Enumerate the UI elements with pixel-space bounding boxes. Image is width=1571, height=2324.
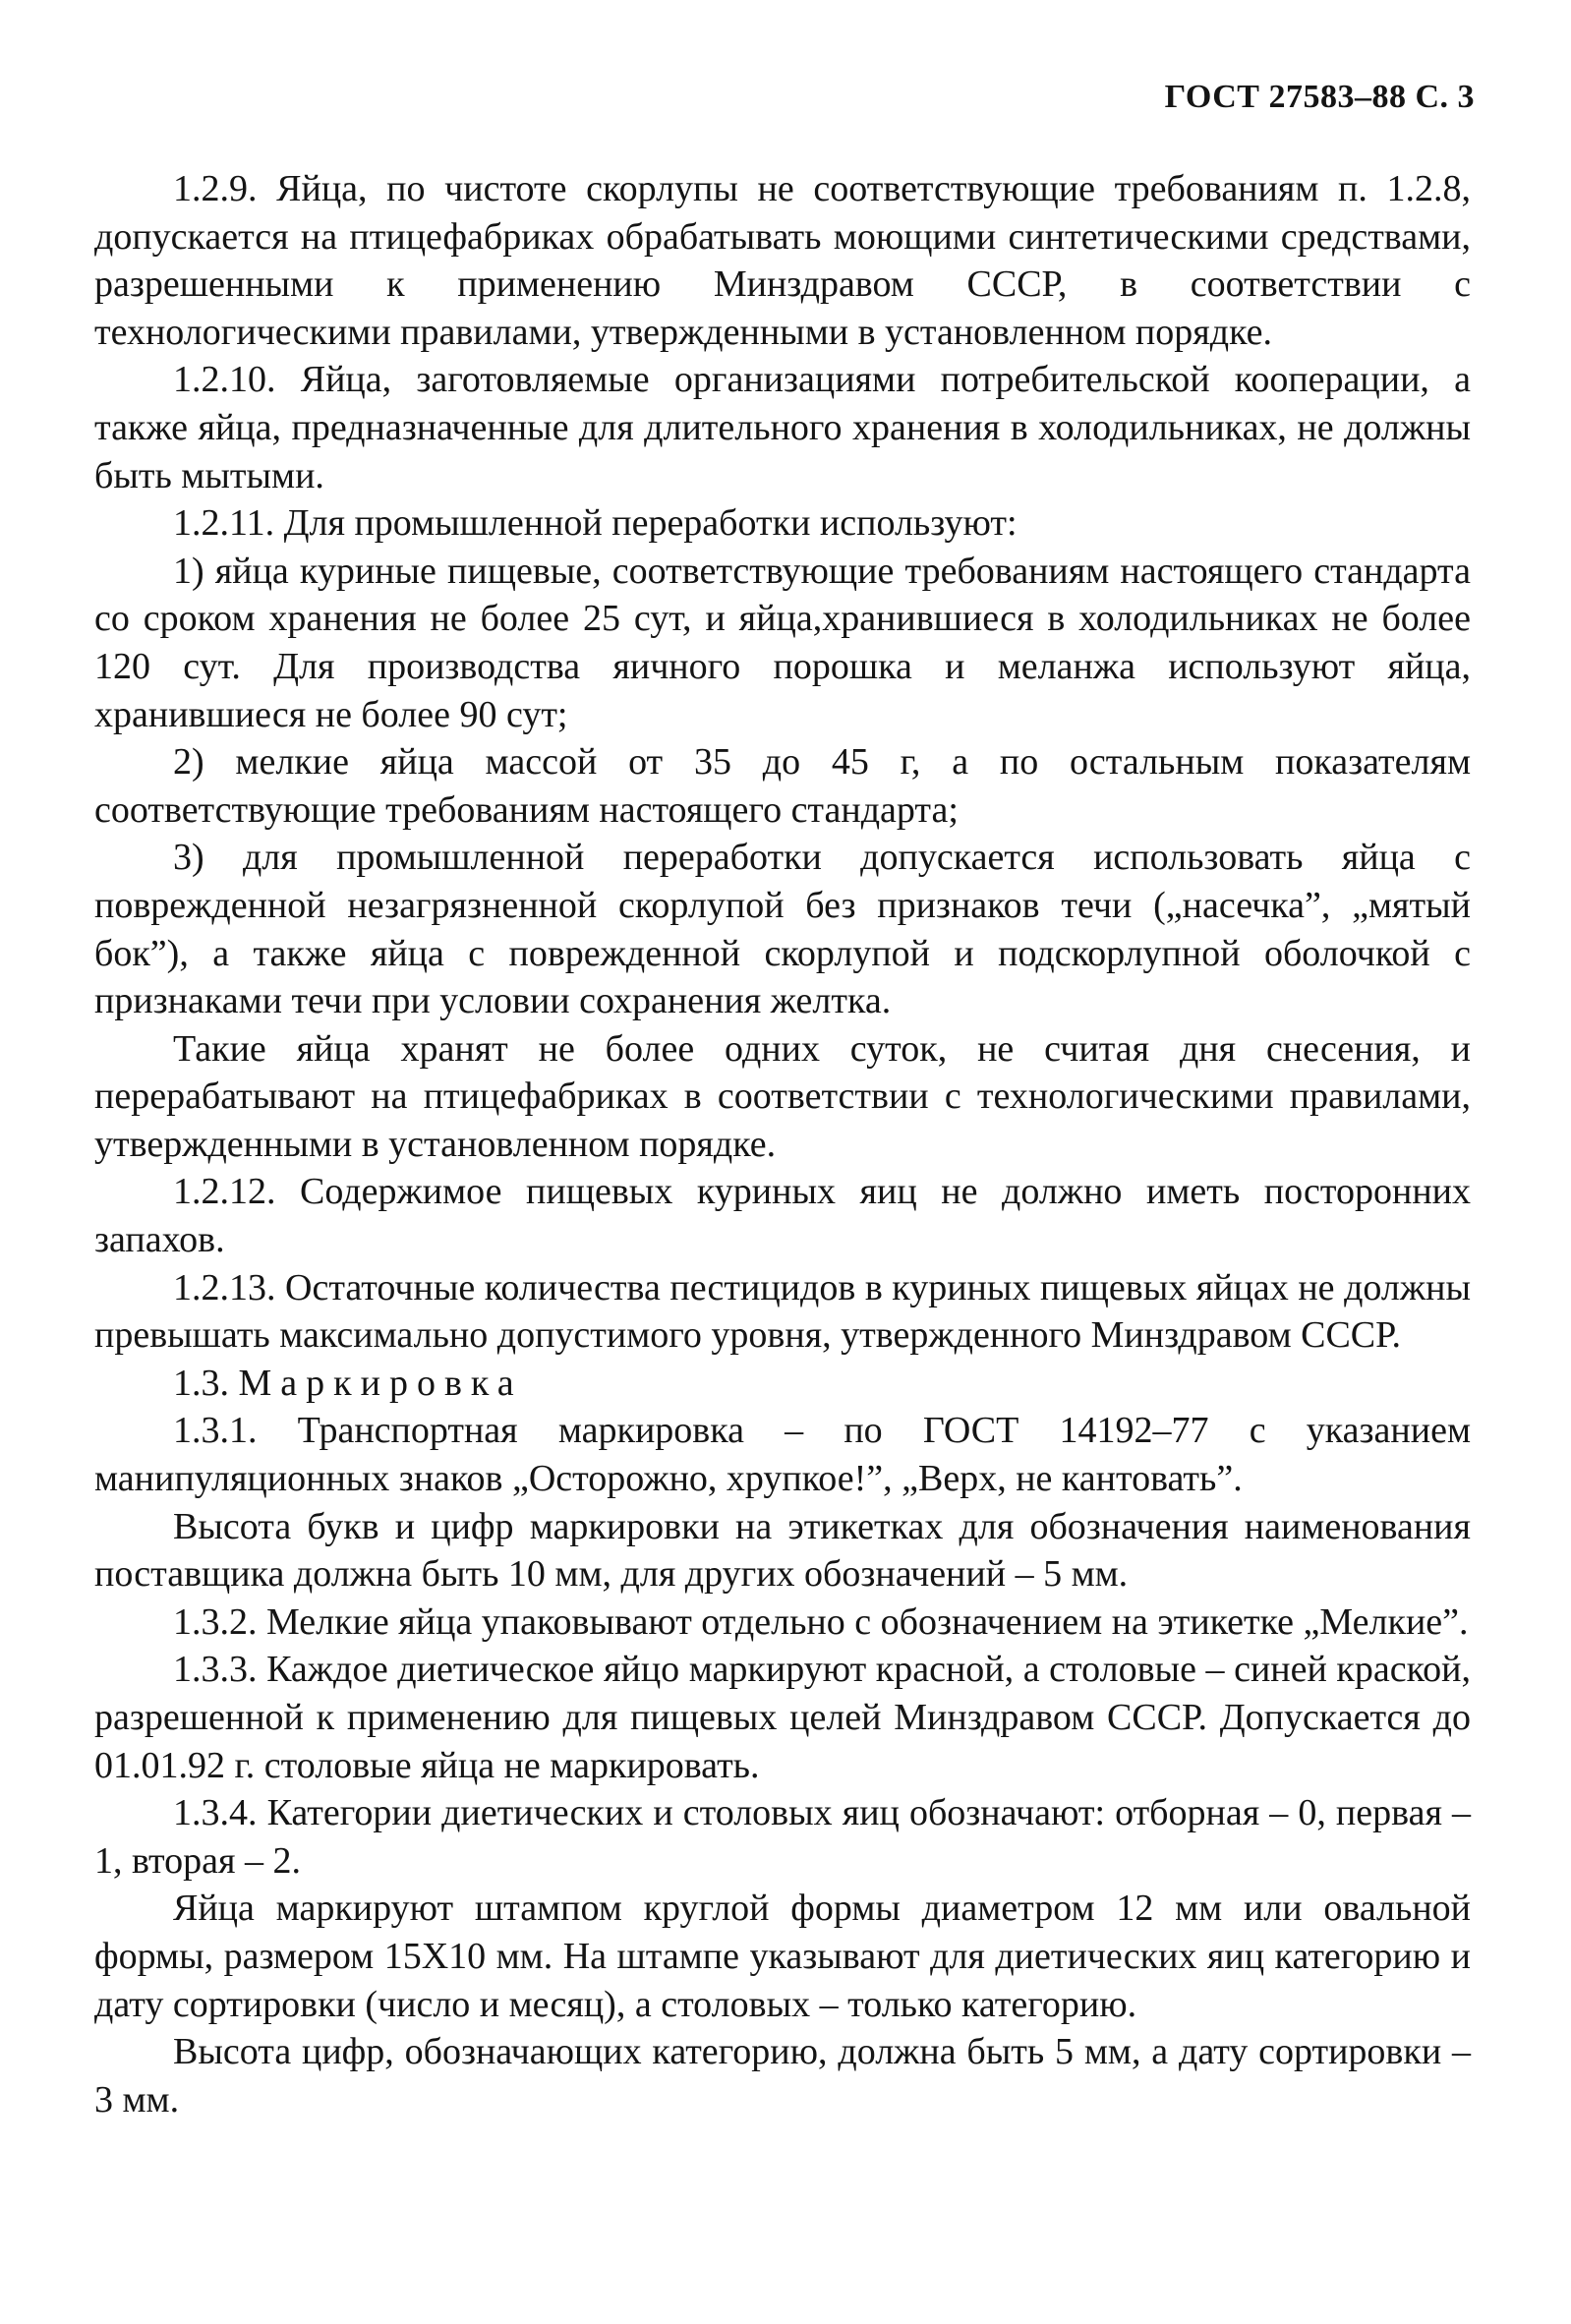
- paragraph-1-3-3: 1.3.3. Каждое диетическое яйцо маркируют красной, а столовые – синей краской, разрешенной к применению для пищевых целей Минздравом СССР. Допускается до 01.01.92 г. столовые яйца не маркировать.: [94, 1649, 1471, 1786]
- paragraph-1-2-12: 1.2.12. Содержимое пищевых куриных яиц не должно иметь посторонних запахов.: [94, 1171, 1471, 1261]
- document-body: [94, 165, 1471, 2123]
- paragraph-storage-note: Такие яйца хранят не более одних суток, не считая дня снесения, и перерабатывают на птицефабриках в соответствии с технологическими правилами, утвержденными в установленном порядке.: [94, 1027, 1471, 1165]
- paragraph-stamp: Яйца маркируют штампом круглой формы диаметром 12 мм или овальной формы, размером 15Х10 мм. На штампе указывают для диетических яиц категорию и дату сортировки (число и месяц), а столовых – только категорию.: [94, 1888, 1471, 2025]
- section-number: 1.3.: [173, 1362, 229, 1404]
- section-heading: [94, 1360, 1471, 1408]
- paragraph-1-3-1: 1.3.1. Транспортная маркировка – по ГОСТ 14192–77 с указанием манипуляционных знаков „Осторожно, хрупкое!”, „Верх, не кантовать”.: [94, 1410, 1471, 1500]
- section-title: Маркировка: [238, 1362, 523, 1404]
- paragraph-digit-height: Высота цифр, обозначающих категорию, должна быть 5 мм, а дату сортировки – 3 мм.: [94, 2031, 1471, 2121]
- paragraph-letter-height: Высота букв и цифр маркировки на этикетках для обозначения наименования поставщика должна быть 10 мм, для других обозначений – 5 мм.: [94, 1505, 1471, 1596]
- list-item-2: 2) мелкие яйца массой от 35 до 45 г, а по остальным показателям соответствующие требованиям настоящего стандарта;: [94, 741, 1471, 831]
- paragraph-1-3-2: 1.3.2. Мелкие яйца упаковывают отдельно с обозначением на этикетке „Мелкие”.: [173, 1600, 1469, 1643]
- paragraph-1-2-11: 1.2.11. Для промышленной переработки используют:: [173, 502, 1018, 545]
- paragraph-1-3-4: 1.3.4. Категории диетических и столовых яиц обозначают: отборная – 0, первая – 1, вторая – 2.: [94, 1792, 1471, 1882]
- paragraph-1-2-13: 1.2.13. Остаточные количества пестицидов в куриных пищевых яйцах не должны превышать максимально допустимого уровня, утвержденного Минздравом СССР.: [94, 1266, 1471, 1357]
- list-item-3: 3) для промышленной переработки допускается использовать яйца с поврежденной незагрязненной скорлупой без признаков течи („насечка”, „мятый бок”), а также яйца с поврежденной скорлупой и подскорлупной оболочкой с признаками течи при условии сохранения желтка.: [94, 837, 1471, 1022]
- paragraph-1-2-10: 1.2.10. Яйца, заготовляемые организациями потребительской кооперации, а также яйца, предназначенные для длительного хранения в холодильниках, не должны быть мытыми.: [94, 359, 1471, 496]
- list-item-1: 1) яйца куриные пищевые, соответствующие требованиям настоящего стандарта со сроком хранения не более 25 сут, и яйца,хранившиеся в холодильниках не более 120 сут. Для производства яичного порошка и меланжа используют яйца, хранившиеся не более 90 сут;: [94, 550, 1471, 735]
- paragraph-1-2-9: 1.2.9. Яйца, по чистоте скорлупы не соответствующие требованиям п. 1.2.8, допускается на птицефабриках обрабатывать моющими синтетическими средствами, разрешенными к применению Минздравом СССР, в соответствии с технологическими правилами, утвержденными в установленном порядке.: [94, 168, 1471, 353]
- running-header: ГОСТ 27583–88 С. 3: [1164, 79, 1475, 115]
